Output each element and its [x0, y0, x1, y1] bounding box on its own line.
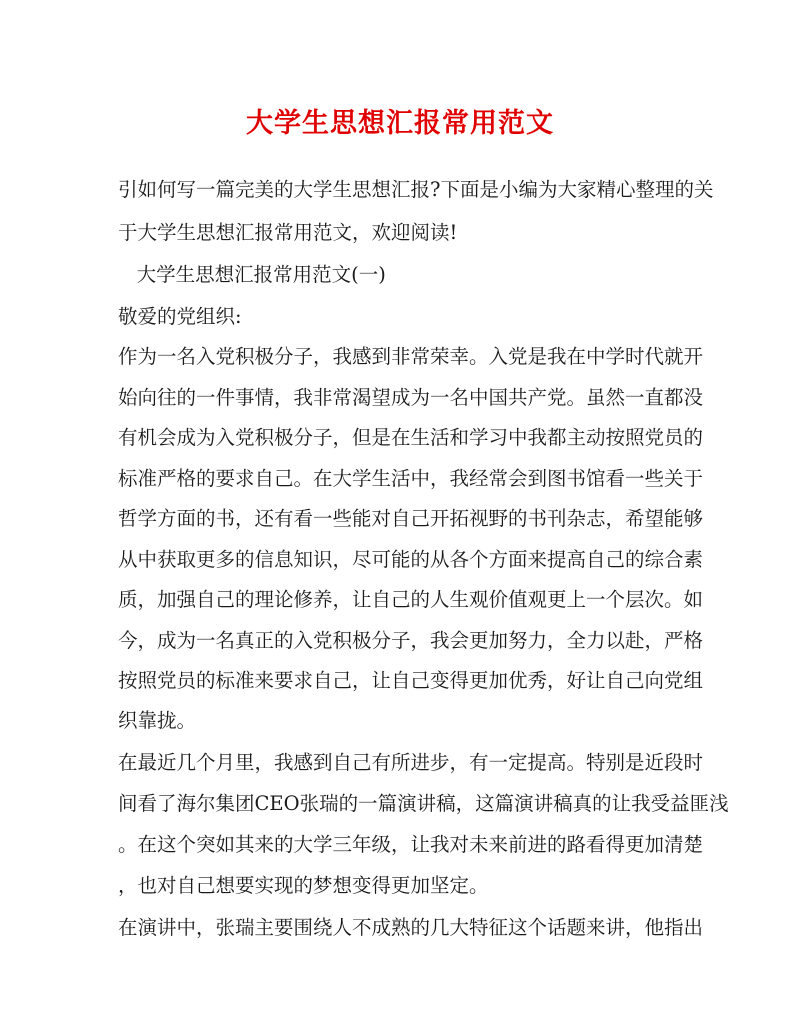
text-line: 标准严格的要求自己。在大学生活中，我经常会到图书馆看一些关于 — [118, 467, 704, 490]
text-line: 于大学生思想汇报常用范文，欢迎阅读! — [118, 221, 458, 244]
text-line: 有机会成为入党积极分子，但是在生活和学习中我都主动按照党员的 — [118, 426, 704, 449]
text-line: ，也对自己想要实现的梦想变得更加坚定。 — [118, 874, 489, 897]
text-line: 作为一名入党积极分子，我感到非常荣幸。入党是我在中学时代就开 — [118, 345, 704, 368]
text-line: 。在这个突如其来的大学三年级，让我对未来前进的路看得更加清楚 — [118, 833, 704, 856]
text-line: 按照党员的标准来要求自己，让自己变得更加优秀，好让自己向党组 — [118, 669, 704, 692]
salutation: 敬爱的党组织: — [118, 305, 242, 328]
text-line: 在最近几个月里，我感到自己有所进步，有一定提高。特别是近段时 — [118, 751, 704, 774]
text-line: 从中获取更多的信息知识，尽可能的从各个方面来提高自己的综合素 — [118, 548, 704, 571]
text-line: 间看了海尔集团CEO张瑞的一篇演讲稿，这篇演讲稿真的让我受益匪浅 — [118, 792, 729, 815]
document-title: 大学生思想汇报常用范文 — [246, 108, 554, 139]
text-line: 哲学方面的书，还有看一些能对自己开拓视野的书刊杂志，希望能够 — [118, 507, 704, 530]
text-line: 织靠拢。 — [118, 709, 197, 732]
section-heading: 大学生思想汇报常用范文(一) — [118, 263, 386, 286]
text-line: 在演讲中，张瑞主要围绕人不成熟的几大特征这个话题来讲，他指出 — [118, 916, 704, 939]
text-line: 始向往的一件事情，我非常渴望成为一名中国共产党。虽然一直都没 — [118, 386, 704, 409]
text-line: 今，成为一名真正的入党积极分子，我会更加努力，全力以赴，严格 — [118, 629, 704, 652]
text-line: 引如何写一篇完美的大学生思想汇报?下面是小编为大家精心整理的关 — [118, 178, 714, 201]
text-line: 质，加强自己的理论修养，让自己的人生观价值观更上一个层次。如 — [118, 588, 704, 611]
